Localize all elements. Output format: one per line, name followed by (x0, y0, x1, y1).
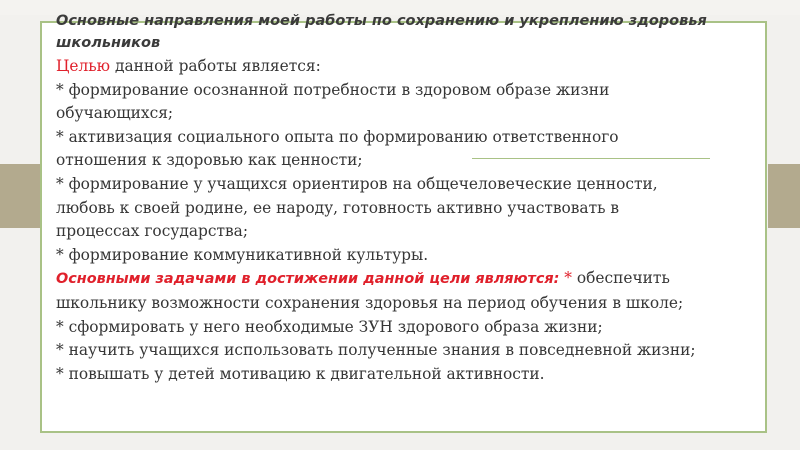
left-decor-band (0, 164, 40, 228)
body-line: * активизация социального опыта по формированию ответственного (56, 127, 619, 146)
tasks-text: обеспечить (571, 269, 670, 288)
task-line: школьнику возможности сохранения здоровья на период обучения в школе; (56, 293, 684, 312)
goal-label: Целью (56, 57, 111, 75)
slide-title (56, 10, 776, 54)
title-line-1: Основные направления моей работы по сохранению и укреплению здоровья (56, 13, 707, 29)
body-line: отношения к здоровью как ценности; (56, 151, 363, 170)
task-line: * научить учащихся использовать полученные знания в повседневной жизни; (56, 341, 696, 360)
slide-body (56, 55, 772, 386)
tasks-label: Основными задачами в достижении данной цели являются: (56, 271, 560, 288)
body-line: любовь к своей родине, ее народу, готовность активно участвовать в (56, 198, 620, 217)
body-line: * формирование коммуникативной культуры. (56, 245, 429, 264)
body-line: * формирование у учащихся ориентиров на общечеловеческие ценности, (56, 174, 658, 193)
task-line: * повышать у детей мотивацию к двигательной активности. (56, 364, 545, 383)
title-line-2: школьников (56, 35, 161, 51)
right-decor-band (768, 164, 800, 228)
task-line: * сформировать у него необходимые ЗУН здорового образа жизни; (56, 317, 603, 336)
body-line: обучающихся; (56, 104, 174, 123)
goal-text: данной работы является: (110, 57, 321, 75)
tasks-line (56, 267, 772, 292)
tasks-star: * (559, 269, 572, 288)
body-line: * формирование осознанной потребности в здоровом образе жизни (56, 80, 610, 99)
goal-line (56, 55, 772, 79)
body-line: процессах государства; (56, 222, 249, 241)
